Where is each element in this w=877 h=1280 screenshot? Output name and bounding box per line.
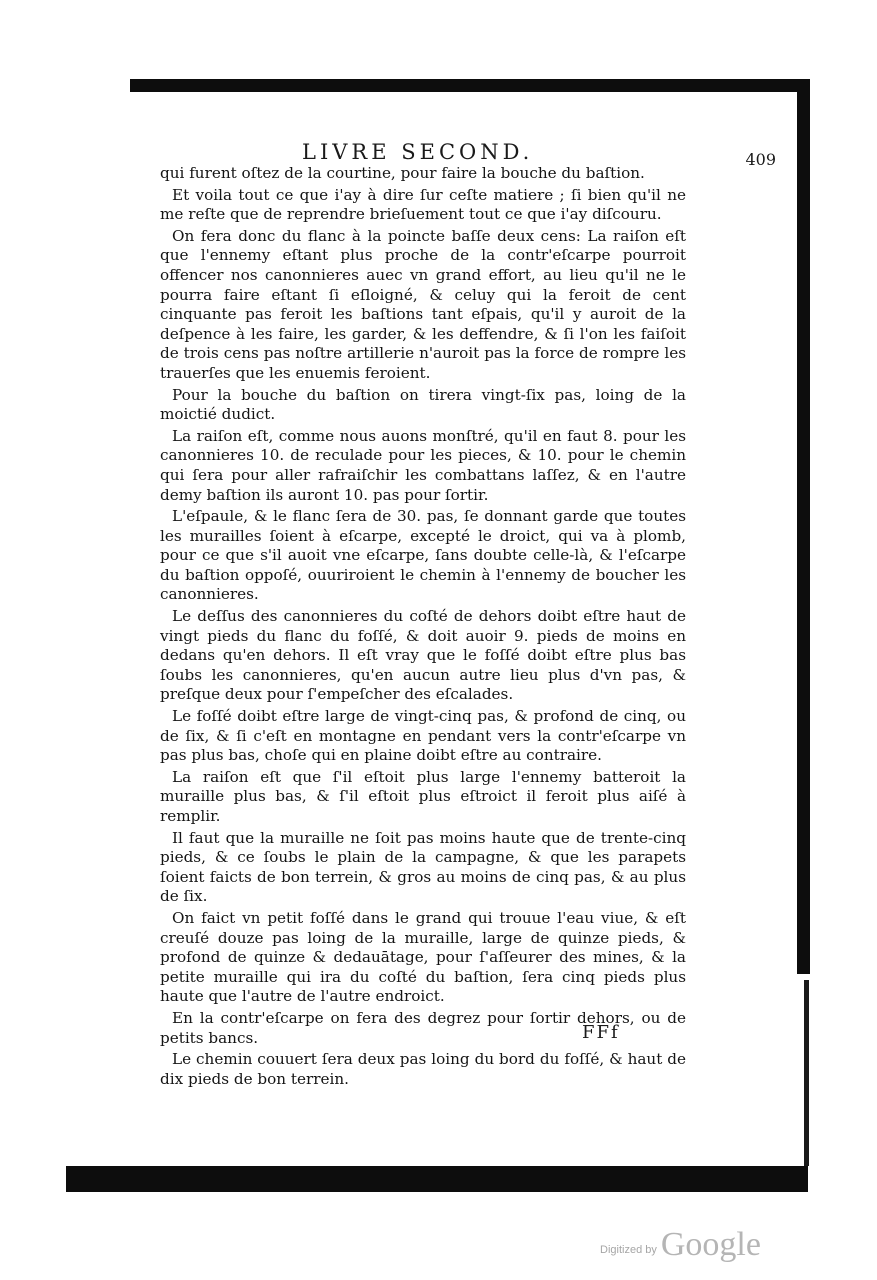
paragraph: Le deſſus des canonnieres du coſté de dehors doibt eſtre haut de vingt pieds du flanc du foſſé, & doit auoir 9. pieds de moins en dedans qu'en dehors. Il eſt vray que le foſſé doibt eſtre plus bas ſoubs les canonnieres, qu'en aucun autre lieu plus d'vn pas, & preſque deux pour ſ'empeſcher des eſcalades.	[160, 607, 686, 704]
digitized-label: Digitized by	[600, 1244, 657, 1256]
digitized-watermark	[600, 1228, 790, 1262]
paragraph: Il faut que la muraille ne ſoit pas moins haute que de trente-cinq pieds, & ce ſoubs le plain de la campagne, & que les parapets ſoient faicts de bon terrein, & gros au moins de cinq pas, & au plus de ſix.	[160, 828, 686, 906]
paragraph: Pour la bouche du baſtion on tirera vingt-ſix pas, loing de la moictié dudict.	[160, 385, 686, 424]
paragraph: La raiſon eſt, comme nous auons monſtré, qu'il en faut 8. pour les canonnieres 10. de reculade pour les pieces, & 10. pour le chemin qui ſera pour aller rafraiſchir les combattans laſſez, & en l'autre demy baſtion ils auront 10. pas pour ſortir.	[160, 426, 686, 504]
scan-border-top	[130, 79, 810, 92]
running-title: LIVRE SECOND.	[302, 140, 534, 164]
paragraph: qui furent oſtez de la courtine, pour faire la bouche du baſtion.	[160, 164, 645, 182]
page-header	[160, 140, 780, 169]
paragraph: En la contr'eſcarpe on fera des degrez pour ſortir dehors, ou de petits bancs.	[160, 1008, 686, 1047]
scan-border-corner	[804, 980, 809, 1166]
paragraph: On fera donc du flanc à la poincte baſſe deux cens: La raiſon eſt que l'ennemy eſtant plus proche de la contr'eſcarpe pourroit offencer nos canonnieres auec vn grand effort, au lieu qu'il ne le pourra faire eſtant ſi eſloigné, & celuy qui la feroit de cent cinquante pas feroit les baſtions tant eſpais, qu'il y auroit de la deſpence à les faire, les garder, & les deffendre, & ſi l'on les faiſoit de trois cens pas noſtre artillerie n'auroit pas la force de rompre les trauerſes que les enuemis feroient.	[160, 226, 686, 382]
paragraph: Le chemin couuert ſera deux pas loing du bord du foſſé, & haut de dix pieds de bon terrein.	[160, 1050, 686, 1088]
body-text	[160, 164, 686, 1089]
paragraph: On faict vn petit foſſé dans le grand qui trouue l'eau viue, & eſt creuſé douze pas loing de la muraille, large de quinze pieds, & profond de quinze & dedauātage, pour ſ'aſſeurer des mines, & la petite muraille qui ira du coſté du baſtion, ſera cinq pieds plus haute que l'autre de l'autre endroict.	[160, 908, 686, 1006]
paragraph: La raiſon eſt que ſ'il eſtoit plus large l'ennemy batteroit la muraille plus bas, & ſ'il eſtoit plus eſtroict il feroit plus aiſé à remplir.	[160, 767, 686, 825]
paragraph: Le foſſé doibt eſtre large de vingt-cinq pas, & profond de cinq, ou de ſix, & ſi c'eſt en montagne en pendant vers la contr'eſcarpe vn pas plus bas, choſe qui en plaine doibt eſtre au contraire.	[160, 707, 686, 765]
page-number: 409	[745, 150, 776, 169]
google-logo: Google	[660, 1226, 761, 1263]
paragraph: L'eſpaule, & le flanc ſera de 30. pas, ſe donnant garde que toutes les murailles ſoient à eſcarpe, excepté le droict, qui va à plomb, pour ce que s'il auoit vne eſcarpe, ſans doubte celle-là, & l'eſcarpe du baſtion oppoſé, ouuriroient le chemin à l'ennemy de boucher les canonnieres.	[160, 507, 686, 604]
scan-border-right	[797, 79, 810, 974]
signature-mark: FFf	[582, 1022, 620, 1043]
scan-border-bottom	[66, 1166, 808, 1192]
paragraph: Et voila tout ce que i'ay à dire ſur ceſte matiere ; ſi bien qu'il ne me reſte que de reprendre brieſuement tout ce que i'ay diſcouru.	[160, 185, 686, 224]
